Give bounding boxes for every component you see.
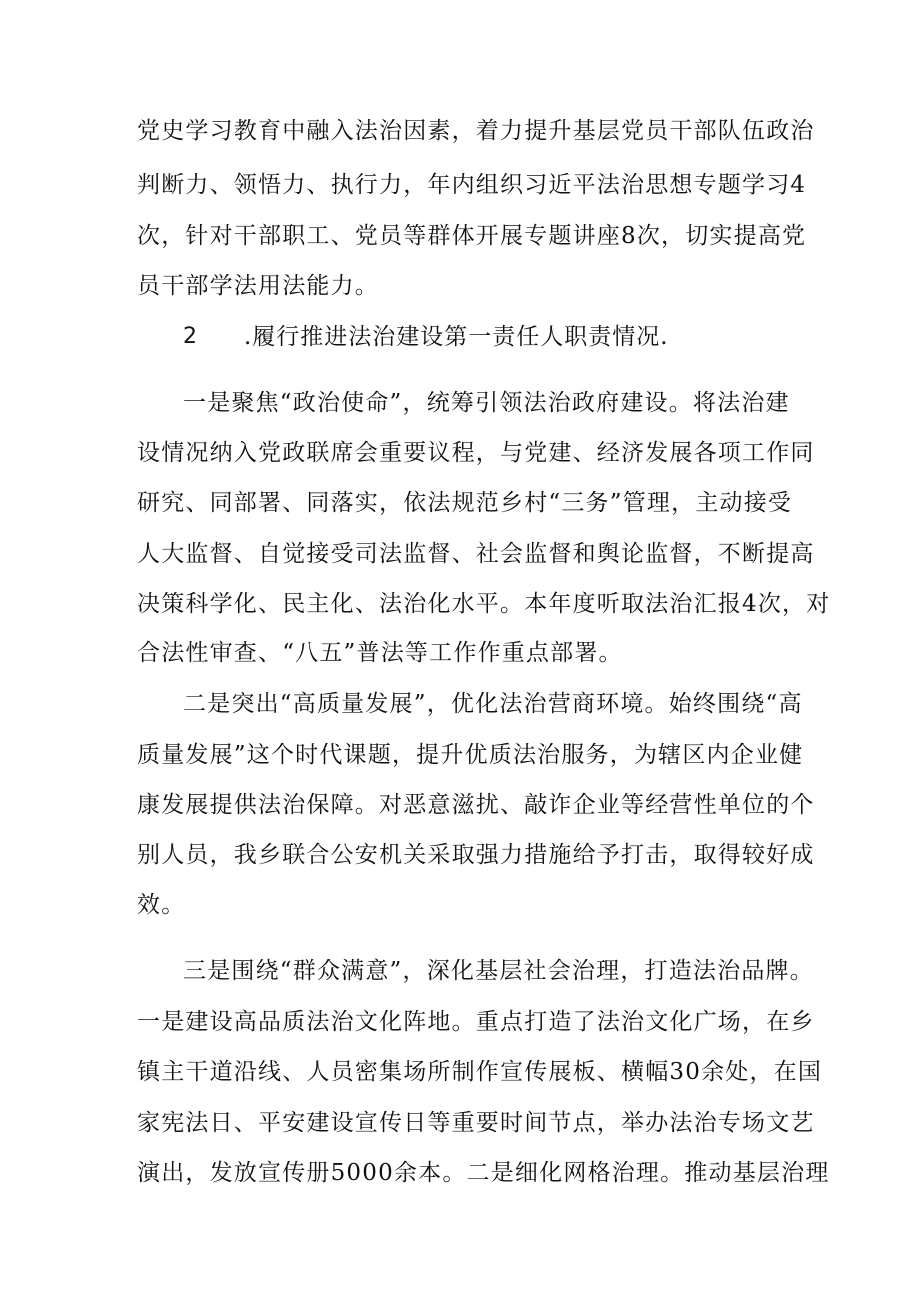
paragraph-line: 员干部学法用法能力。 <box>137 273 379 299</box>
paragraph-line: 镇主干道沿线、人员密集场所制作宣传展板、横幅30余处，在国 <box>137 1059 823 1085</box>
paragraph-line: 家宪法日、平安建设宣传日等重要时间节点，举办法治专场文艺 <box>137 1110 815 1136</box>
section-number: 2 <box>183 324 197 349</box>
paragraph-line: 人大监督、自觉接受司法监督、社会监督和舆论监督，不断提高 <box>137 541 815 567</box>
paragraph-line: 康发展提供法治保障。对恶意滋扰、敲诈企业等经营性单位的个 <box>137 792 815 818</box>
paragraph-line: 效。 <box>137 892 186 918</box>
paragraph-line: 质量发展”这个时代课题，提升优质法治服务，为辖区内企业健 <box>137 742 804 768</box>
paragraph-line: 党史学习教育中融入法治因素，着力提升基层党员干部队伍政治 <box>137 118 815 144</box>
paragraph-line: 研究、同部署、同落实，依法规范乡村“三务”管理，主动接受 <box>137 490 793 516</box>
paragraph-line: 设情况纳入党政联席会重要议程，与党建、经济发展各项工作同 <box>137 440 815 466</box>
paragraph-line: 别人员，我乡联合公安机关采取强力措施给予打击，取得较好成 <box>137 842 815 868</box>
paragraph-line: 二是突出“高质量发展”，优化法治营商环境。始终围绕“高 <box>183 691 803 717</box>
section-heading: .履行推进法治建设第一责任人职责情况. <box>244 324 669 350</box>
paragraph-line: 合法性审查、“八五”普法等工作作重点部署。 <box>137 640 623 666</box>
paragraph-line: 三是围绕“群众满意”，深化基层社会治理，打造法治品牌。 <box>183 958 814 984</box>
paragraph-line: 演出，发放宣传册5000余本。二是细化网格治理。推动基层治理 <box>137 1160 830 1186</box>
paragraph-line: 一是建设高品质法治文化阵地。重点打造了法治文化广场，在乡 <box>137 1009 815 1035</box>
paragraph-line: 判断力、领悟力、执行力，年内组织习近平法治思想专题学习4 <box>137 172 807 198</box>
paragraph-line: 决策科学化、民主化、法治化水平。本年度听取法治汇报4次，对 <box>137 591 831 617</box>
paragraph-line: 一是聚焦“政治使命”，统筹引领法治政府建设。将法治建 <box>183 390 790 416</box>
paragraph-line: 次，针对干部职工、党员等群体开展专题讲座8次，切实提高党 <box>137 223 807 249</box>
